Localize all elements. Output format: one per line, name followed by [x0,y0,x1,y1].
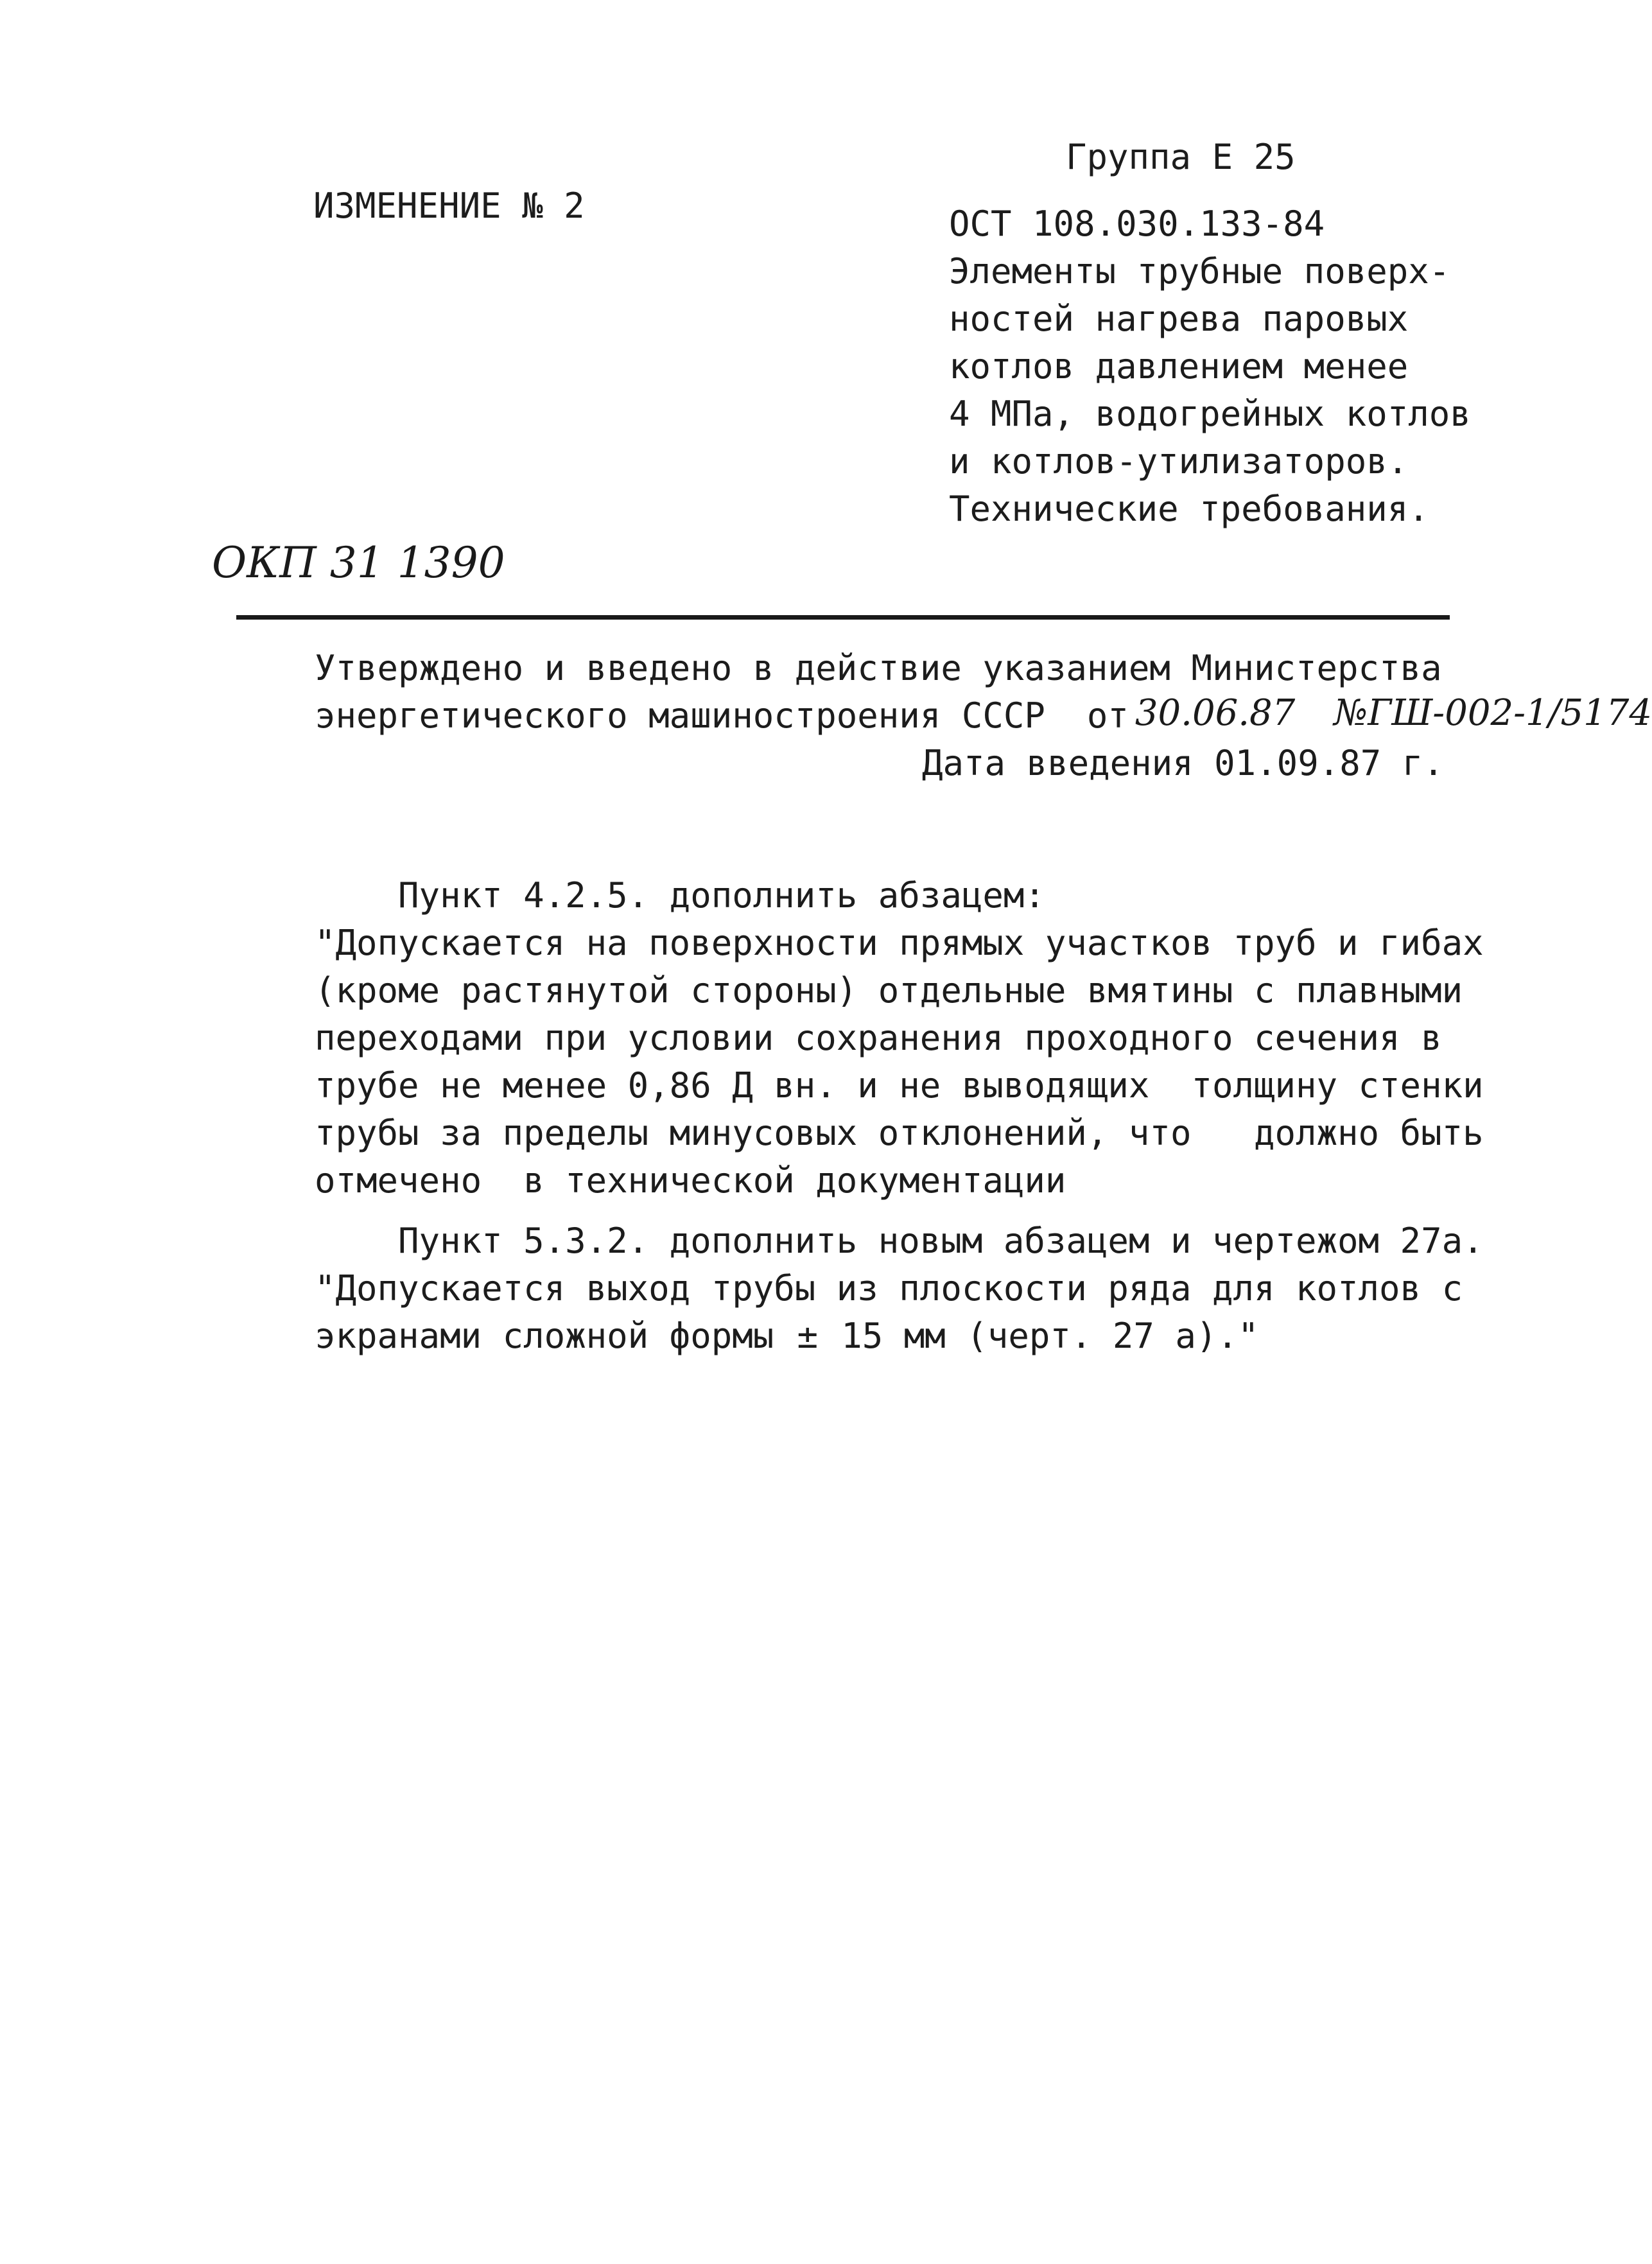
paragraph-4-2-5 [315,872,1484,1205]
standard-number: ОСТ 108.030.133-84 [949,204,1325,244]
paragraph-line: трубе не менее 0,86 Д вн. и не выводящих толщину стенки [315,1065,1484,1106]
title-line: котлов давлением менее [949,346,1409,387]
title-line: и котлов-утилизаторов. [949,441,1409,482]
paragraph-line: отмечено в технической документации [315,1160,1066,1201]
standard-title [949,248,1471,533]
effective-date: Дата введения 01.09.87 г. [922,743,1444,783]
approval-number-handwritten: №ГШ-002-1/5174 [1334,692,1652,734]
paragraph-line: (кроме растянутой стороны) отдельные вмятины с плавными [315,970,1463,1011]
paragraph-text: экранами сложной формы [315,1316,795,1356]
title-line: ностей нагрева паровых [949,299,1409,339]
paragraph-text: 15 мм (черт. 27 а)." [820,1316,1259,1356]
change-number: ИЗМЕНЕНИЕ № 2 [313,186,585,226]
title-line: 4 МПа, водогрейных котлов [949,394,1471,434]
paragraph-line [315,1312,1484,1360]
paragraph-line: "Допускается на поверхности прямых участков труб и гибах [315,923,1484,963]
approval-date-handwritten: 30.06.87 [1135,692,1296,734]
plus-minus-sign: ± [797,1316,818,1356]
paragraph-5-3-2 [315,1217,1484,1360]
divider-rule [236,615,1450,620]
paragraph-line: переходами при условии сохранения проходного сечения в [315,1018,1442,1058]
approval-line-1: Утверждено и введено в действие указанием Министерства [315,648,1442,688]
approval-line-2 [315,692,1652,740]
paragraph-line: Пункт 5.3.2. дополнить новым абзацем и чертежом 27а. [315,1221,1484,1261]
group-label: Группа Е 25 [1066,137,1296,177]
title-line: Технические требования. [949,489,1429,529]
okp-code-handwritten: ОКП 31 1390 [212,538,505,588]
approval-typed-text: энергетического машиностроения СССР от [315,695,1129,736]
paragraph-line: трубы за пределы минусовых отклонений, что должно быть [315,1113,1484,1153]
title-line: Элементы трубные поверх- [949,251,1450,292]
paragraph-line: Пункт 4.2.5. дополнить абзацем: [315,875,1045,916]
paragraph-line: "Допускается выход трубы из плоскости ряда для котлов с [315,1268,1463,1309]
